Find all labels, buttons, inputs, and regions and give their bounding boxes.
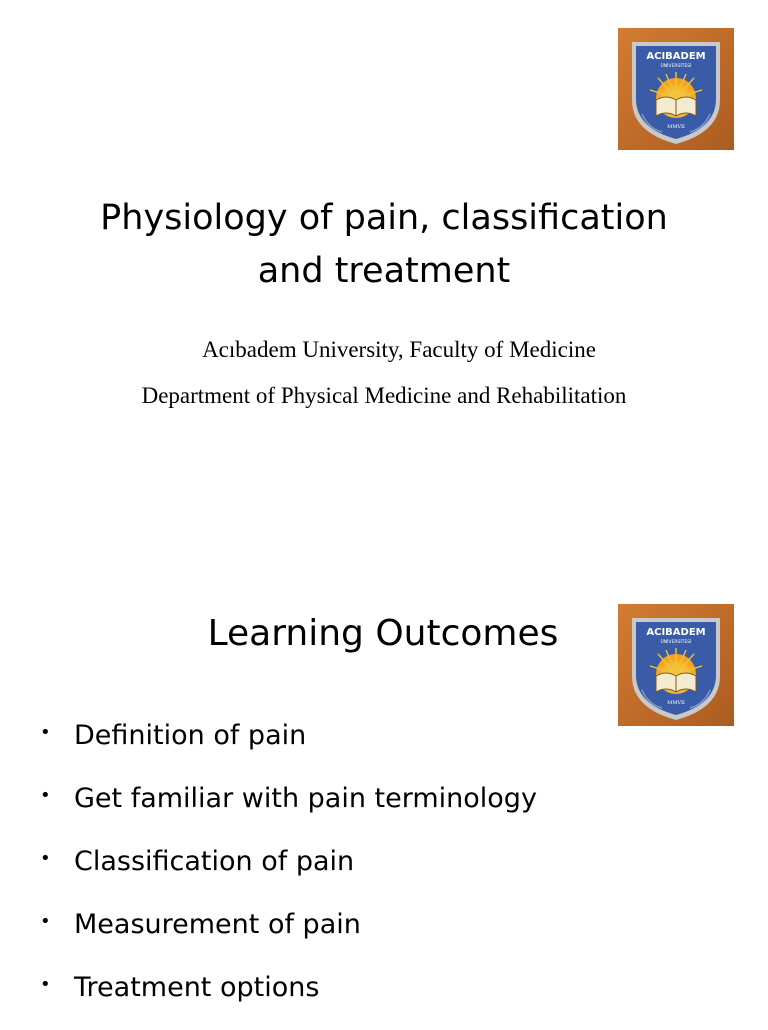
title-line-1: Physiology of pain, classification [100,198,668,238]
svg-text:ÜNİVERSİTESİ: ÜNİVERSİTESİ [660,640,692,645]
outcome-text: Classification of pain [74,846,355,877]
outcome-text: Definition of pain [74,720,307,751]
presentation-title [40,192,728,298]
svg-text:ÜNİVERSİTESİ: ÜNİVERSİTESİ [660,64,692,69]
bullet-icon: • [40,785,51,806]
outcome-text: Treatment options [74,972,320,1003]
title-slide [0,0,768,512]
svg-text:ACIBADEM: ACIBADEM [646,627,706,638]
bullet-icon: • [40,974,51,995]
svg-text:ACIBADEM: ACIBADEM [646,51,706,62]
outcome-text: Measurement of pain [74,909,361,940]
bullet-icon: • [40,848,51,869]
department-line: Department of Physical Medicine and Rehabilitation [141,383,627,408]
learning-outcomes-slide [0,512,768,1024]
outcome-text: Get familiar with pain terminology [74,783,537,814]
learning-outcomes-title: Learning Outcomes [207,613,559,654]
acibadem-university-logo [618,28,734,150]
svg-text:MMVII: MMVII [667,124,685,130]
bullet-icon: • [40,911,51,932]
bullet-icon: • [40,722,51,743]
title-line-2: and treatment [257,251,511,291]
institution-line: Acıbadem University, Faculty of Medicine [202,337,596,362]
svg-text:MMVII: MMVII [667,700,685,706]
acibadem-university-logo [618,604,734,726]
